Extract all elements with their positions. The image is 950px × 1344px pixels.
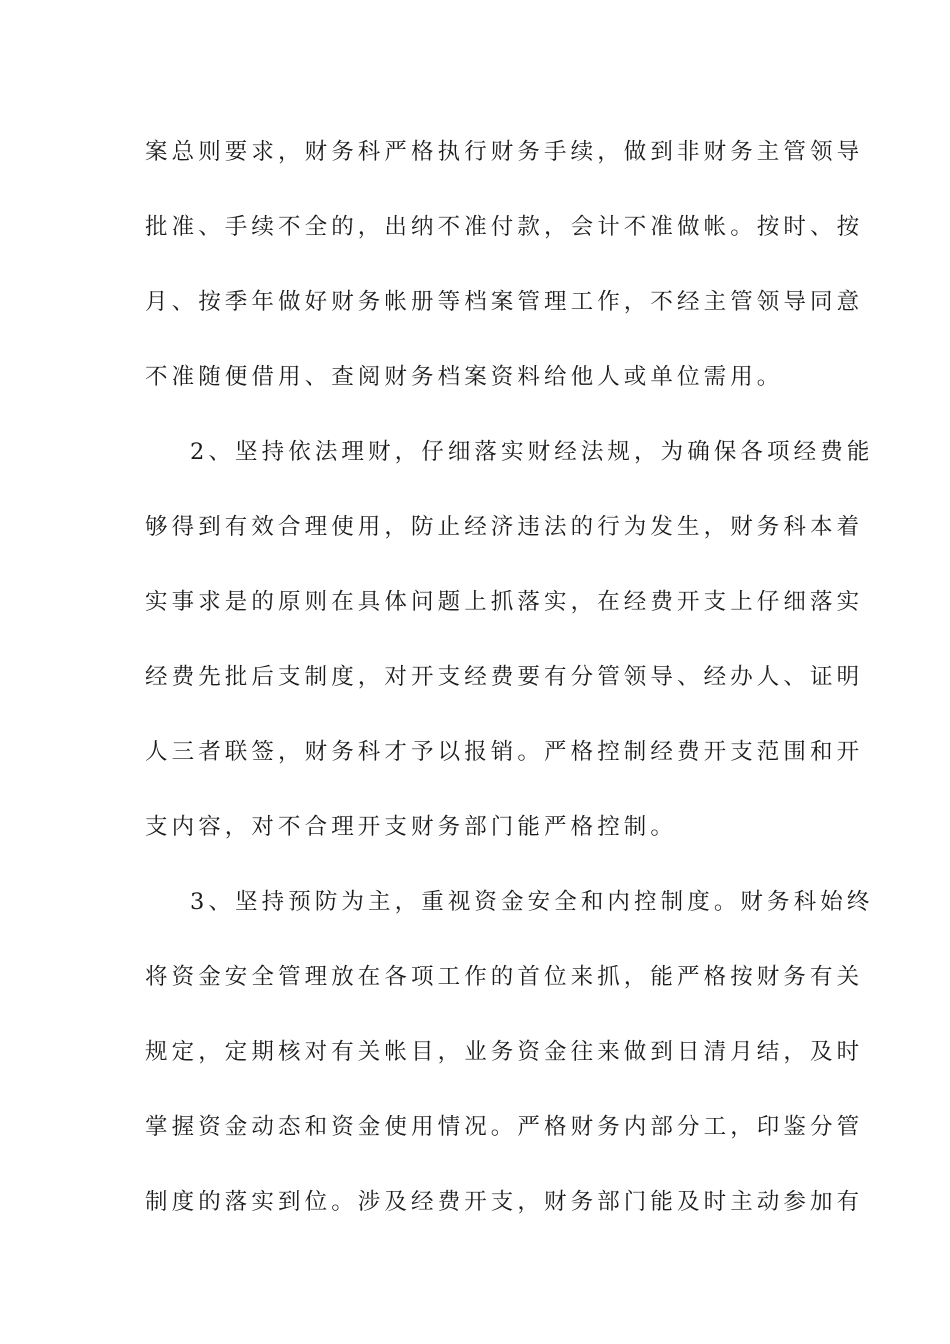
text-line: 经费先批后支制度，对开支经费要有分管领导、经办人、证明 [145,664,864,690]
text-line: 规定，定期核对有关帐目，业务资金往来做到日清月结，及时 [145,1039,864,1065]
paragraph-2-start: 2、坚持依法理财，仔细落实财经法规，为确保各项经费能 [190,439,874,465]
text-line: 将资金安全管理放在各项工作的首位来抓，能严格按财务有关 [145,964,864,990]
body-text [145,129,874,1254]
text-line: 掌握资金动态和资金使用情况。严格财务内部分工，印鉴分管 [145,1114,864,1140]
text-line: 人三者联签，财务科才予以报销。严格控制经费开支范围和开 [145,739,864,765]
text-line: 制度的落实到位。涉及经费开支，财务部门能及时主动参加有 [145,1189,864,1215]
text-line: 够得到有效合理使用，防止经济违法的行为发生，财务科本着 [145,514,864,540]
paragraph-3-start: 3、坚持预防为主，重视资金安全和内控制度。财务科始终 [190,889,874,915]
text-line: 实事求是的原则在具体问题上抓落实，在经费开支上仔细落实 [145,589,864,615]
text-line: 批准、手续不全的，出纳不准付款，会计不准做帐。按时、按 [145,214,864,240]
text-line: 案总则要求，财务科严格执行财务手续，做到非财务主管领导 [145,139,864,165]
text-line: 支内容，对不合理开支财务部门能严格控制。 [145,814,678,840]
text-line: 不准随便借用、查阅财务档案资料给他人或单位需用。 [145,364,784,390]
text-line: 月、按季年做好财务帐册等档案管理工作，不经主管领导同意 [145,289,864,315]
